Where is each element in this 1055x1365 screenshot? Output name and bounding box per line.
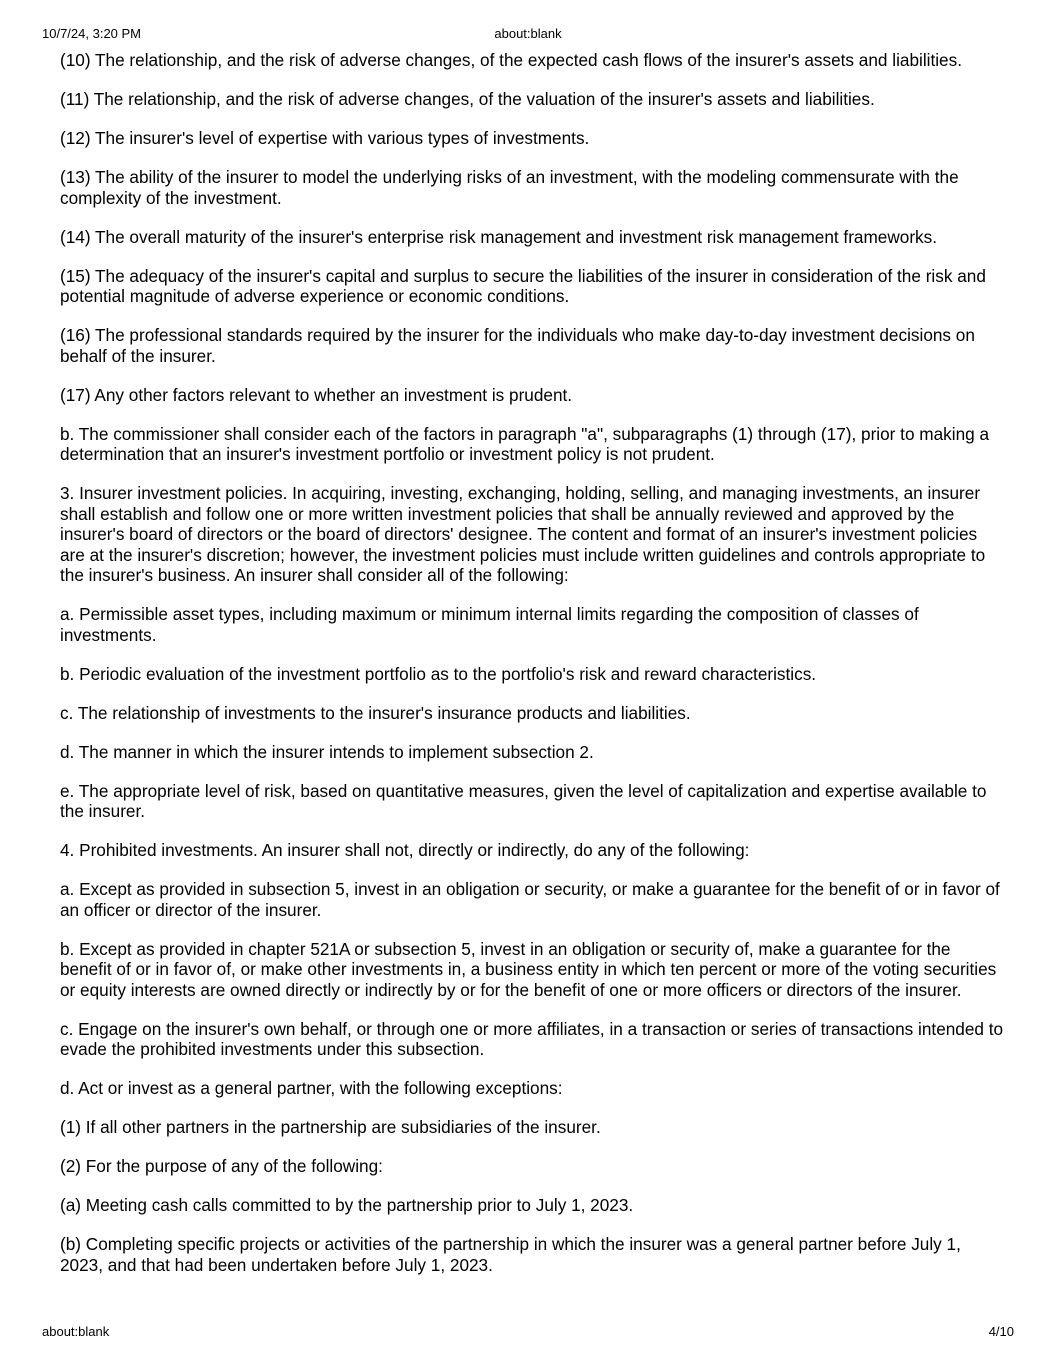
paragraph-factor-17: (17) Any other factors relevant to whether an investment is prudent. bbox=[60, 384, 573, 405]
paragraph-4c: c. Engage on the insurer's own behalf, or through one or more affiliates, in a transaction or series of transactions intended to evade the prohibited investments under this subsection. bbox=[60, 1018, 1004, 1059]
paragraph-4d-2: (2) For the purpose of any of the following: bbox=[60, 1156, 383, 1176]
paragraph-factor-12: (12) The insurer's level of expertise with various types of investments. bbox=[60, 128, 590, 148]
document-body bbox=[60, 50, 1005, 1294]
paragraph-4d-2b: (b) Completing specific projects or activities of the partnership in which the insurer was a general partner before July 1, 2023, and that had been undertaken before July 1, 2023. bbox=[60, 1234, 961, 1275]
print-page-number: 4/10 bbox=[988, 1324, 1014, 1339]
paragraph-factor-15: (15) The adequacy of the insurer's capital and surplus to secure the liabilities of the insurer in consideration of the risk and potential magnitude of adverse experience or economic conditions. bbox=[60, 265, 986, 306]
paragraph-4d-2a: (a) Meeting cash calls committed to by the partnership prior to July 1, 2023. bbox=[60, 1195, 634, 1215]
print-datetime: 10/7/24, 3:20 PM bbox=[42, 26, 142, 41]
paragraph-4b: b. Except as provided in chapter 521A or subsection 5, invest in an obligation or security of, make a guarantee for the benefit of or in favor of, or make other investments in, a business entity in which ten percent or more of the voting securities or equity interests are owned directly or indirectly by or for the benefit of one or more officers or directors of the insurer. bbox=[60, 938, 997, 1000]
paragraph-4d: d. Act or invest as a general partner, with the following exceptions: bbox=[60, 1078, 563, 1098]
print-page-title: about:blank bbox=[494, 26, 562, 41]
paragraph-factor-16: (16) The professional standards required by the insurer for the individuals who make day-to-day investment decisions on behalf of the insurer. bbox=[60, 325, 975, 366]
paragraph-3c: c. The relationship of investments to the insurer's insurance products and liabilities. bbox=[60, 702, 691, 723]
paragraph-factor-11: (11) The relationship, and the risk of adverse changes, of the valuation of the insurer's assets and liabilities. bbox=[60, 89, 875, 109]
paragraph-factor-14: (14) The overall maturity of the insurer's enterprise risk management and investment risk management frameworks. bbox=[60, 226, 938, 247]
paragraph-4a: a. Except as provided in subsection 5, invest in an obligation or security, or make a guarantee for the benefit of or in favor of an officer or director of the insurer. bbox=[60, 879, 1000, 920]
print-footer-url: about:blank bbox=[42, 1324, 110, 1339]
paragraph-3b: b. Periodic evaluation of the investment portfolio as to the portfolio's risk and reward characteristics. bbox=[60, 663, 817, 684]
paragraph-3e: e. The appropriate level of risk, based on quantitative measures, given the level of capitalization and expertise available to the insurer. bbox=[60, 780, 987, 821]
paragraph-4d-1: (1) If all other partners in the partnership are subsidiaries of the insurer. bbox=[60, 1117, 601, 1137]
paragraph-factor-10: (10) The relationship, and the risk of adverse changes, of the expected cash flows of the insurer's assets and liabilities. bbox=[60, 50, 962, 70]
paragraph-section-4: 4. Prohibited investments. An insurer shall not, directly or indirectly, do any of the following: bbox=[60, 840, 750, 860]
paragraph-section-3: 3. Insurer investment policies. In acquiring, investing, exchanging, holding, selling, and managing investments, an insurer shall establish and follow one or more written investment policies that shall be annually reviewed and approved by the insurer's board of directors or the board of directors' designee. The content and format of an insurer's investment policies are at the insurer's discretion; however, the investment policies must include written guidelines and controls appropriate to the insurer's business. An insurer shall consider all of the following: bbox=[60, 483, 986, 585]
paragraph-2b: b. The commissioner shall consider each of the factors in paragraph "a", subparagraphs (1) through (17), prior to making a determination that an insurer's investment portfolio or investment policy is not prudent. bbox=[60, 423, 990, 464]
paragraph-3a: a. Permissible asset types, including maximum or minimum internal limits regarding the composition of classes of investments. bbox=[60, 604, 919, 645]
paragraph-factor-13: (13) The ability of the insurer to model the underlying risks of an investment, with the modeling commensurate with the complexity of the investment. bbox=[60, 167, 959, 208]
paragraph-3d: d. The manner in which the insurer intends to implement subsection 2. bbox=[60, 741, 594, 762]
